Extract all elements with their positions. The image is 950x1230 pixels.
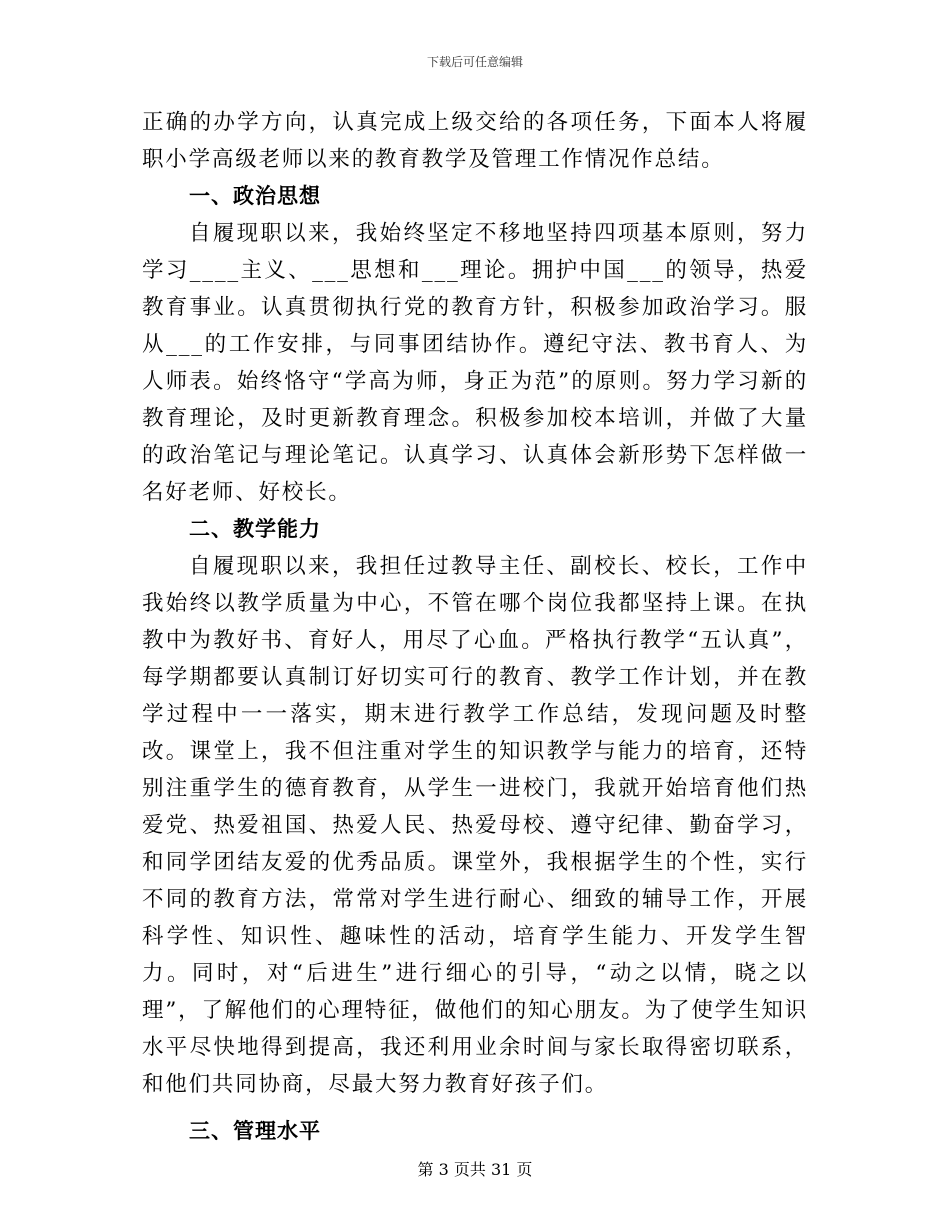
document-body	[142, 104, 808, 1150]
page-number-footer: 第 3 页共 31 页	[417, 1160, 533, 1179]
section-heading-teaching: 二、教学能力	[189, 517, 321, 541]
section-paragraph-politics: 自履现职以来，我始终坚定不移地坚持四项基本原则，努力学习____主义、___思想和___理论。拥护中国___的领导，热爱教育事业。认真贯彻执行党的教育方针，积极参加政治学习。服从___的工作安排，与同事团结协作。遵纪守法、教书育人、为人师表。始终恪守“学高为师，身正为范”的原则。努力学习新的教育理论，及时更新教育理念。积极参加校本培训，并做了大量的政治笔记与理论笔记。认真学习、认真体会新形势下怎样做一名好老师、好校长。	[142, 221, 808, 505]
intro-paragraph: 正确的办学方向，认真完成上级交给的各项任务，下面本人将履职小学高级老师以来的教育教学及管理工作情况作总结。	[142, 110, 808, 172]
section-heading-politics: 一、政治思想	[189, 184, 321, 208]
section-paragraph-teaching: 自履现职以来，我担任过教导主任、副校长、校长，工作中我始终以教学质量为中心，不管在哪个岗位我都坚持上课。在执教中为教好书、育好人，用尽了心血。严格执行教学“五认真”，每学期都要认真制订好切实可行的教育、教学工作计划，并在教学过程中一一落实，期末进行教学工作总结，发现问题及时整改。课堂上，我不但注重对学生的知识教学与能力的培育，还特别注重学生的德育教育，从学生一进校门，我就开始培育他们热爱党、热爱祖国、热爱人民、热爱母校、遵守纪律、勤奋学习，和同学团结友爱的优秀品质。课堂外，我根据学生的个性，实行不同的教育方法，常常对学生进行耐心、细致的辅导工作，开展科学性、知识性、趣味性的活动，培育学生能力、开发学生智力。同时，对“后进生”进行细心的引导，“动之以情，晓之以理”，了解他们的心理特征，做他们的知心朋友。为了使学生知识水平尽快地得到提高，我还利用业余时间与家长取得密切联系，和他们共同协商，尽最大努力教育好孩子们。	[142, 554, 808, 1097]
header-note: 下载后可任意编辑	[426, 55, 523, 69]
section-heading-management: 三、管理水平	[189, 1119, 321, 1143]
